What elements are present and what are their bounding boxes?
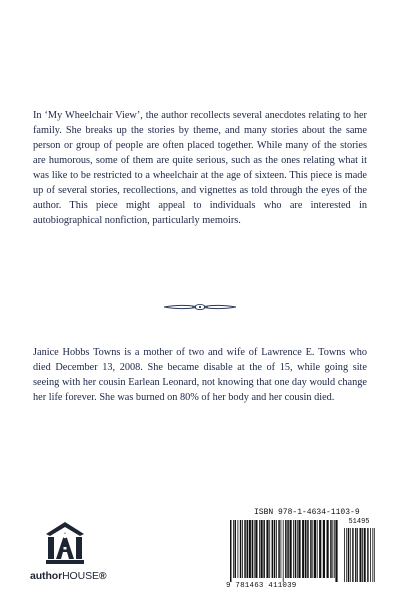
book-description: In ‘My Wheelchair View’, the author recollects several anecdotes relating to her family. She breaks up the stories by theme, and many stories about the same person or group of people are often placed together. While many of the stories are humorous, some of them are quite serious, such as the ones relating what it was like to be restricted to a wheelchair at the age of sixteen. This piece is made up of several stories, recollections, and vignettes as told through the eyes of the author. This piece might appeal to individuals who are interested in autobiographical nonfiction, particularly memoirs. bbox=[33, 110, 367, 226]
barcode-digits: 9 781463 411039 bbox=[226, 582, 297, 590]
publisher-logo bbox=[30, 520, 126, 586]
trademark-mark: ® bbox=[98, 570, 107, 582]
publisher-name-light: HOUSE bbox=[62, 570, 99, 582]
publisher-name-bold: author bbox=[30, 570, 63, 582]
publisher-name bbox=[30, 570, 130, 582]
barcode-bars bbox=[226, 520, 376, 582]
isbn-label: ISBN 978-1-4634-1103-9 bbox=[254, 508, 360, 517]
price-addon-code: 51495 bbox=[348, 518, 370, 526]
isbn-barcode bbox=[226, 508, 376, 592]
authorhouse-logo-icon bbox=[44, 520, 86, 566]
ornamental-divider-icon bbox=[162, 300, 238, 314]
author-biography: Janice Hobbs Towns is a mother of two and wife of Lawrence E. Towns who died December 13, 2008. She became disable at the of 15, while going site seeing with her cousin Earlean Leonard, not knowing that one day would change her life forever. She was burned on 80% of her body and her cousin died. bbox=[33, 347, 367, 403]
